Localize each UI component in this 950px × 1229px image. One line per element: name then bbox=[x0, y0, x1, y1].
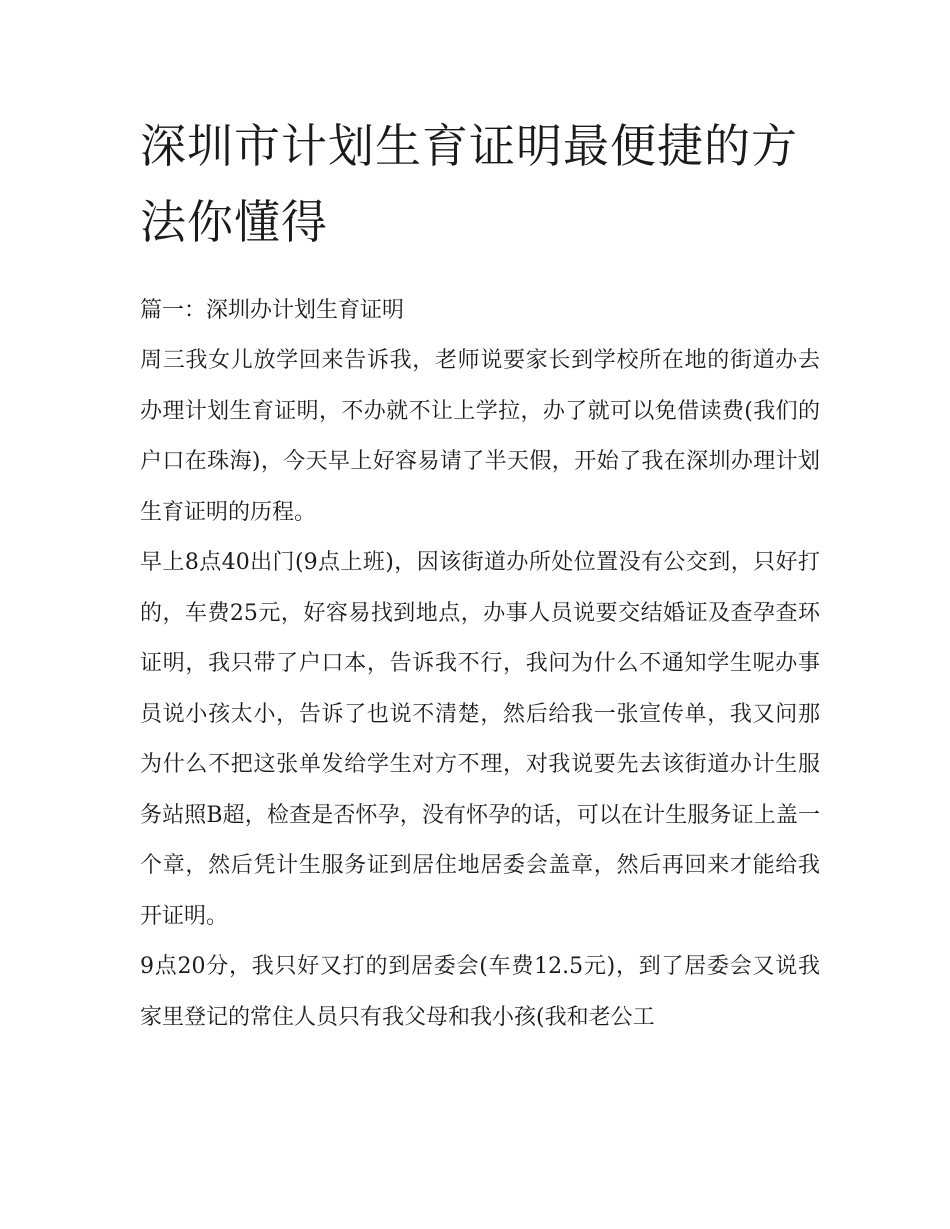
section-heading: 篇一：深圳办计划生育证明 bbox=[140, 298, 405, 323]
paragraph-3: 9点20分，我只好又打的到居委会(车费12.5元)，到了居委会又说我家里登记的常住人员只有我父母和我小孩(我和老公工 bbox=[140, 954, 820, 1030]
paragraph-1: 周三我女儿放学回来告诉我，老师说要家长到学校所在地的街道办去办理计划生育证明，不办就不让上学拉，办了就可以免借读费(我们的户口在珠海)，今天早上好容易请了半天假，开始了我在深圳办理计划生育证明的历程。 bbox=[140, 348, 820, 525]
document-body bbox=[140, 108, 820, 1043]
document-title: 深圳市计划生育证明最便捷的方法你懂得 bbox=[140, 119, 798, 249]
paragraph-2: 早上8点40出门(9点上班)，因该街道办所处位置没有公交到，只好打的，车费25元，好容易找到地点，办事人员说要交结婚证及查孕查环证明，我只带了户口本，告诉我不行，我问为什么不通知学生呢办事员说小孩太小，告诉了也说不清楚，然后给我一张宣传单，我又问那为什么不把这张单发给学生对方不理，对我说要先去该街道办计生服务站照B超，检查是否怀孕，没有怀孕的话，可以在计生服务证上盖一个章，然后凭计生服务证到居住地居委会盖章，然后再回来才能给我开证明。 bbox=[140, 550, 820, 929]
